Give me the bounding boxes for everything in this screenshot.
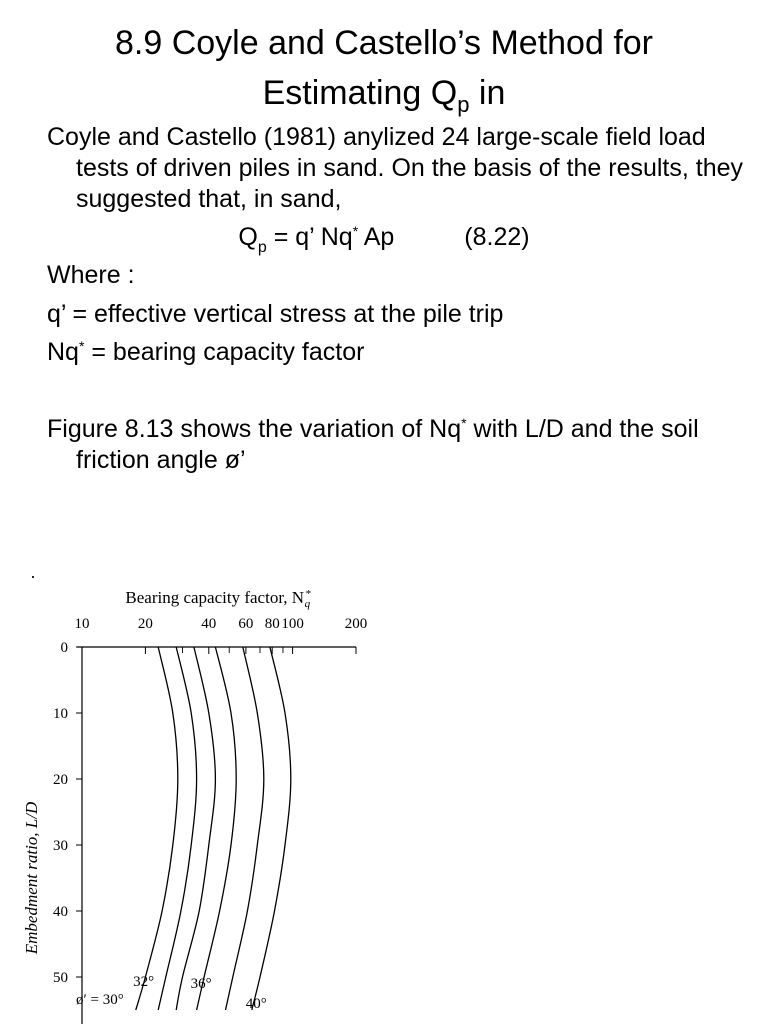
x-tick-label-3: 60 — [238, 616, 254, 632]
slide-title-line1: 8.9 Coyle and Castello’s Method for — [114, 24, 653, 62]
chart-title-sup: * — [305, 588, 311, 600]
definition-nq-star-sup: * — [78, 338, 85, 354]
curve-label-2: 36° — [190, 976, 212, 992]
title-line2-prefix: Estimating Q — [262, 74, 458, 112]
equation-rhs-a: = q’ Nq — [266, 223, 353, 251]
x-tick-label-2: 40 — [201, 616, 217, 632]
y-axis-label: Embedment ratio, L/D — [22, 801, 41, 955]
definition-nq-star-text: = bearing capacity factor — [84, 338, 365, 366]
phi-curve-1 — [158, 647, 196, 1010]
x-tick-label-0: 10 — [74, 616, 90, 632]
figure-description-b: with L/D and the soil friction angle ø’ — [76, 415, 699, 474]
definition-q-prime-lead: q’ — [47, 300, 66, 328]
equation-number: (8.22) — [464, 223, 530, 251]
curve-label-3: 40° — [245, 996, 267, 1012]
equation-rhs-b: Ap — [358, 223, 395, 251]
phi-curve-4 — [226, 647, 264, 1010]
y-tick-label-1: 10 — [53, 706, 68, 722]
y-tick-label-3: 30 — [53, 838, 68, 854]
chart-title — [125, 588, 311, 610]
definition-nq-star-lead: Nq — [47, 338, 79, 366]
definition-q-prime-text: = effective vertical stress at the pile trip — [65, 300, 504, 328]
y-tick-label-5: 50 — [53, 970, 68, 986]
y-tick-label-4: 40 — [53, 904, 68, 920]
where-label: Where : — [47, 261, 135, 289]
chart-title-text: Bearing capacity factor, N — [125, 588, 305, 607]
y-tick-label-0: 0 — [60, 640, 68, 656]
title-line2-suffix: in — [469, 74, 506, 112]
figure-description-sup: * — [461, 415, 467, 431]
curve-label-0: ø′ = 30° — [76, 992, 124, 1008]
chart-curve-labels — [76, 974, 267, 1012]
x-tick-label-4: 80 — [264, 616, 280, 632]
x-tick-label-6: 200 — [344, 616, 368, 632]
phi-curve-3 — [197, 647, 237, 1010]
equation-lhs: Q — [238, 223, 258, 251]
equation-rhs-sup: * — [352, 223, 359, 239]
y-tick-label-2: 20 — [53, 772, 68, 788]
equation-lhs-sub: p — [257, 239, 267, 256]
chart-curves — [136, 647, 291, 1010]
chart-title-sub: q — [304, 598, 311, 610]
phi-curve-5 — [252, 647, 291, 1010]
stray-mark: · — [30, 566, 36, 586]
title-line2-sub: p — [457, 91, 470, 117]
x-tick-label-1: 20 — [137, 616, 153, 632]
curve-label-1: 32° — [133, 974, 155, 990]
chart-axes — [53, 616, 367, 1024]
x-tick-label-5: 100 — [281, 616, 304, 632]
intro-paragraph: Coyle and Castello (1981) anylized 24 large-scale field load tests of driven piles in sand. On the basis of the results, they suggested that, in sand, — [47, 123, 744, 213]
figure-description-a: Figure 8.13 shows the variation of Nq — [47, 415, 462, 443]
